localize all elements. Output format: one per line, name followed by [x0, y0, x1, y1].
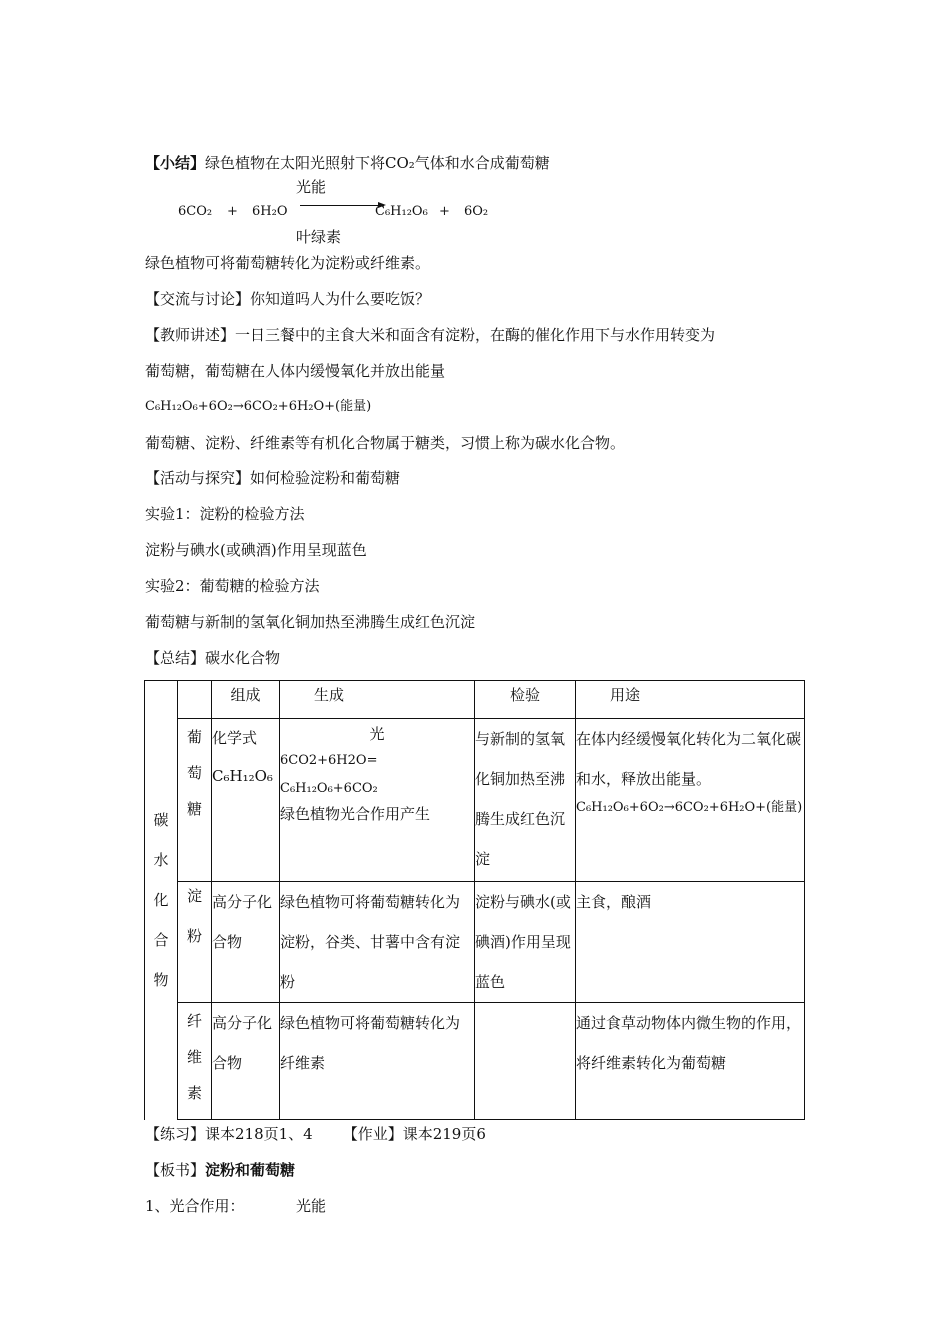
equation-plus: +	[227, 204, 238, 219]
row-generation: 绿色植物可将葡萄糖转化为淀粉，谷类、甘薯中含有淀粉	[280, 882, 475, 1003]
board-title: 淀粉和葡萄糖	[205, 1161, 296, 1179]
equation-product-oxygen: 6O₂	[464, 204, 489, 219]
row-use: 通过食草动物体内微生物的作用，将纤维素转化为葡萄糖	[576, 1003, 805, 1120]
experiment2-text: 葡萄糖与新制的氢氧化铜加热至沸腾生成红色沉淀	[145, 613, 476, 631]
teacher-line: 【教师讲述】一日三餐中的主食大米和面含有淀粉，在酶的催化作用下与水作用转变为	[145, 326, 716, 344]
row-composition: 化学式C₆H₁₂O₆	[212, 719, 280, 882]
equation-condition-light: 光能	[296, 178, 327, 196]
row-name-cellulose: 纤维素	[178, 1003, 212, 1120]
board-line	[145, 1160, 295, 1180]
summary-label: 【小结】	[145, 154, 206, 172]
carbohydrate-table	[144, 680, 805, 1120]
summary-text: 绿色植物在太阳光照射下将CO₂气体和水合成葡萄糖	[205, 154, 550, 172]
table-row	[145, 882, 805, 1003]
row-use: 主食，酿酒	[576, 882, 805, 1003]
row-composition: 高分子化合物	[212, 1003, 280, 1120]
practice-line	[145, 1124, 486, 1144]
row-test: 与新制的氢氧化铜加热至沸腾生成红色沉淀	[475, 719, 576, 882]
header-composition: 组成	[212, 681, 280, 719]
oxidation-equation: C₆H₁₂O₆+6O₂→6CO₂+6H₂O+(能量)	[145, 399, 372, 414]
header-test: 检验	[475, 681, 576, 719]
row-use: 在体内经缓慢氧化转化为二氧化碳和水，释放出能量。 C₆H₁₂O₆+6O₂→6CO₂+6H₂O+(能量)	[576, 719, 805, 882]
summary-line	[145, 153, 550, 173]
equation-plus: +	[439, 204, 450, 219]
row-generation: 绿色植物可将葡萄糖转化为纤维素	[280, 1003, 475, 1120]
group-cell	[145, 681, 178, 1120]
header-generation: 生成	[280, 681, 475, 719]
equation-product-glucose: C₆H₁₂O₆	[375, 204, 428, 219]
table-row	[145, 1003, 805, 1120]
text-line: 葡萄糖、淀粉、纤维素等有机化合物属于糖类，习惯上称为碳水化合物。	[145, 434, 626, 452]
table-header-row	[145, 681, 805, 719]
discussion-line: 【交流与讨论】你知道吗人为什么要吃饭？	[145, 290, 431, 308]
practice-text: 【练习】课本218页1、4	[145, 1125, 313, 1143]
activity-line: 【活动与探究】如何检验淀粉和葡萄糖	[145, 469, 401, 487]
row-name-glucose: 葡萄糖	[178, 719, 212, 882]
text-line: 葡萄糖，葡萄糖在人体内缓慢氧化并放出能量	[145, 362, 446, 380]
table-row	[145, 719, 805, 882]
experiment1-title: 实验1：淀粉的检验方法	[145, 505, 305, 523]
conclusion-line: 【总结】碳水化合物	[145, 649, 281, 667]
header-empty	[178, 681, 212, 719]
board-label: 【板书】	[145, 1161, 206, 1179]
row-composition: 高分子化合物	[212, 882, 280, 1003]
row-generation: 光 6CO2+6H2O= C₆H₁₂O₆+6CO₂ 绿色植物光合作用产生	[280, 719, 475, 882]
equation-reactant-co2: 6CO₂	[178, 204, 213, 219]
row-test: 淀粉与碘水(或碘酒)作用呈现蓝色	[475, 882, 576, 1003]
equation-arrow	[300, 205, 384, 206]
group-label: 碳水化合物	[153, 811, 169, 990]
text-line: 绿色植物可将葡萄糖转化为淀粉或纤维素。	[145, 254, 431, 272]
board-item-1-condition: 光能	[296, 1197, 327, 1215]
equation-reactant-water: 6H₂O	[252, 204, 288, 219]
board-item-1: 1、光合作用：	[145, 1197, 245, 1215]
experiment1-text: 淀粉与碘水(或碘酒)作用呈现蓝色	[145, 541, 367, 559]
homework-text: 【作业】课本219页6	[342, 1125, 486, 1143]
row-name-starch: 淀粉	[178, 882, 212, 1003]
equation-condition-chlorophyll: 叶绿素	[296, 228, 342, 246]
row-test	[475, 1003, 576, 1120]
header-use: 用途	[576, 681, 805, 719]
experiment2-title: 实验2：葡萄糖的检验方法	[145, 577, 320, 595]
